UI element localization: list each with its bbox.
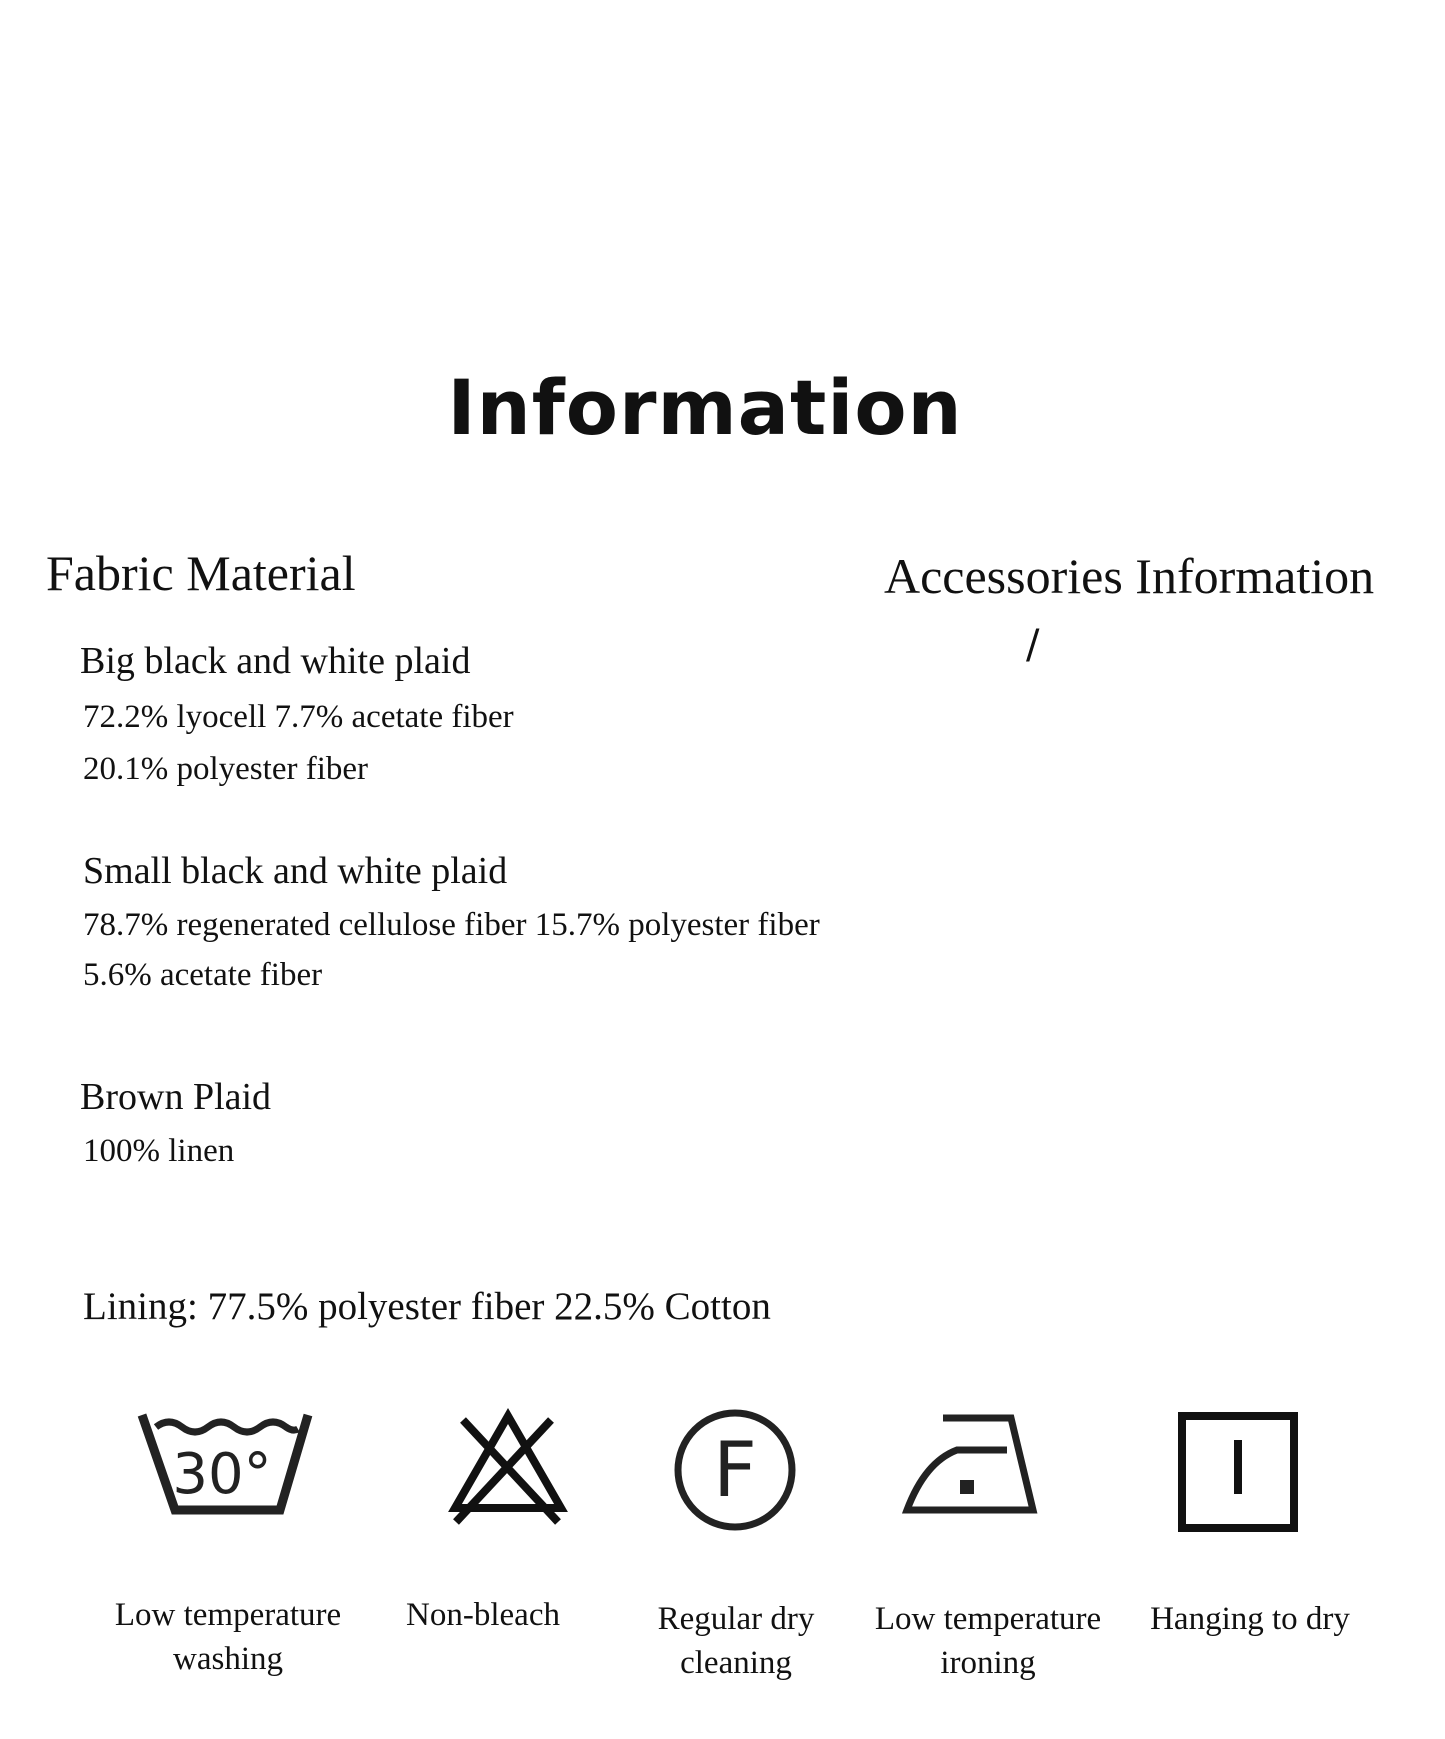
dry-clean-f-icon [640,1395,830,1545]
fabric-composition-line: 5.6% acetate fiber [83,957,323,993]
care-label-dry-clean: Regular dry cleaning [657,1601,815,1681]
care-label-wash: Low temperature washing [114,1597,342,1677]
care-label-iron: Low temperature ironing [874,1601,1102,1681]
fabric-composition-line: 20.1% polyester fiber [83,751,368,787]
fabric-group-name: Brown Plaid [80,1076,272,1118]
fabric-composition-line: 72.2% lyocell 7.7% acetate fiber [83,699,514,735]
fabric-group-name: Big black and white plaid [80,640,471,682]
page-title: Information [447,363,963,452]
wash-30-icon [130,1405,320,1555]
accessories-value: / [1026,622,1040,668]
fabric-group-name: Small black and white plaid [83,850,508,892]
fabric-composition-line: 78.7% regenerated cellulose fiber 15.7% polyester fiber [83,907,820,943]
fabric-material-heading: Fabric Material [46,545,356,601]
low-iron-icon [885,1400,1075,1550]
accessories-heading: Accessories Information [884,548,1375,604]
lining-composition: Lining: 77.5% polyester fiber 22.5% Cotton [83,1285,771,1328]
wash-temperature-text: 30° [172,1442,272,1507]
care-label-bleach: Non-bleach [406,1597,560,1633]
fabric-composition-line: 100% linen [83,1133,235,1169]
dry-clean-letter: F [713,1425,757,1514]
hang-dry-icon [1152,1400,1342,1550]
care-label-dry: Hanging to dry [1150,1601,1350,1637]
non-bleach-icon [413,1400,603,1550]
